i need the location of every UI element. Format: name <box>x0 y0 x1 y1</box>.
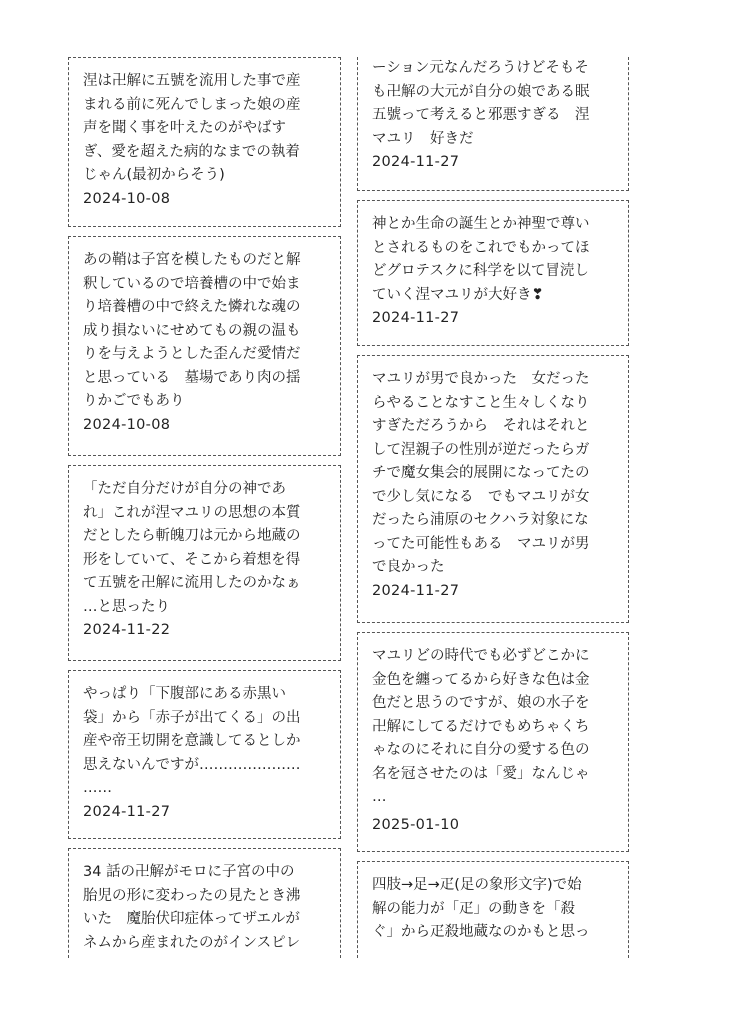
memo-card <box>357 632 629 852</box>
memo-card <box>357 200 629 346</box>
memo-text: 「ただ自分だけが自分の神であ れ」これが涅マユリの思想の本質 だとしたら斬魄刀は元から地蔵の 形をしていて、そこから着想を得 て五號を卍解に流用したのかなぁ …と思ったり <box>83 481 301 615</box>
memo-text: あの鞘は子宮を模したものだと解 釈しているので培養槽の中で始ま り培養槽の中で終えた憐れな魂の 成り損ないにせめてもの親の温も りを与えようとした歪んだ愛情だ と思っている 墓場であり肉の揺 りかごでもあり <box>83 252 301 409</box>
memo-card <box>68 848 341 958</box>
memo-text: 34 話の卍解がモロに子宮の中の 胎児の形に変わったの見たとき沸 いた 魔胎伏印症体ってザエルが ネムから産まれたのがインスピレ <box>83 864 301 951</box>
memo-text: やっぱり「下腹部にある赤黒い 袋」から「赤子が出てくる」の出 産や帝王切開を意識してるとしか 思えないんですが………………… …… <box>83 686 301 796</box>
memo-date: 2024-11-27 <box>372 310 460 326</box>
memo-text: 四肢→足→疋(足の象形文字)で始 解の能力が「疋」の動きを「殺 ぐ」から疋殺地蔵なのかもと思っ <box>372 877 590 940</box>
memo-date: 2024-10-08 <box>83 190 171 207</box>
memo-card <box>68 670 341 839</box>
memo-text: ーション元なんだろうけどそもそ も卍解の大元が自分の娘である眠 五號って考えると邪悪すぎる 涅 マユリ 好きだ <box>372 60 590 147</box>
memo-date: 2024-11-22 <box>83 622 171 638</box>
memo-date: 2025-01-10 <box>372 816 460 833</box>
memo-date: 2024-11-27 <box>83 803 171 820</box>
memo-card <box>357 861 629 958</box>
memo-card <box>68 465 341 661</box>
memo-date: 2024-10-08 <box>83 416 171 433</box>
memo-text: マユリが男で良かった 女だった らやることなすこと生々しくなり すぎただろうから それはそれと して涅親子の性別が逆だったらガ チで魔女集会的展開になってたの で少し気になる でもマユリが女 だったら浦原のセクハラ対象にな ってた可能性もある マユリが男 で良かった <box>372 371 590 575</box>
memo-text: マユリどの時代でも必ずどこかに 金色を纏ってるから好きな色は金 色だと思うのですが、娘の水子を 卍解にしてるだけでもめちゃくち ゃなのにそれに自分の愛する色の 名を冠させたのは「愛」なんじゃ … <box>372 648 590 805</box>
memo-card <box>357 57 629 191</box>
memo-date: 2024-11-27 <box>372 582 460 599</box>
memo-text: 涅は卍解に五號を流用した事で産 まれる前に死んでしまった娘の産 声を聞く事を叶えたのがやばす ぎ、愛を超えた病的なまでの執着 じゃん(最初からそう) <box>83 73 301 183</box>
memo-card <box>68 57 341 227</box>
memo-text: 神とか生命の誕生とか神聖で尊い とされるものをこれでもかってほ どグロテスクに科学を以て冒涜し ていく涅マユリが大好き❣ <box>372 216 590 303</box>
memo-date: 2024-11-27 <box>372 154 460 170</box>
memo-card <box>357 355 629 623</box>
memo-card <box>68 236 341 456</box>
